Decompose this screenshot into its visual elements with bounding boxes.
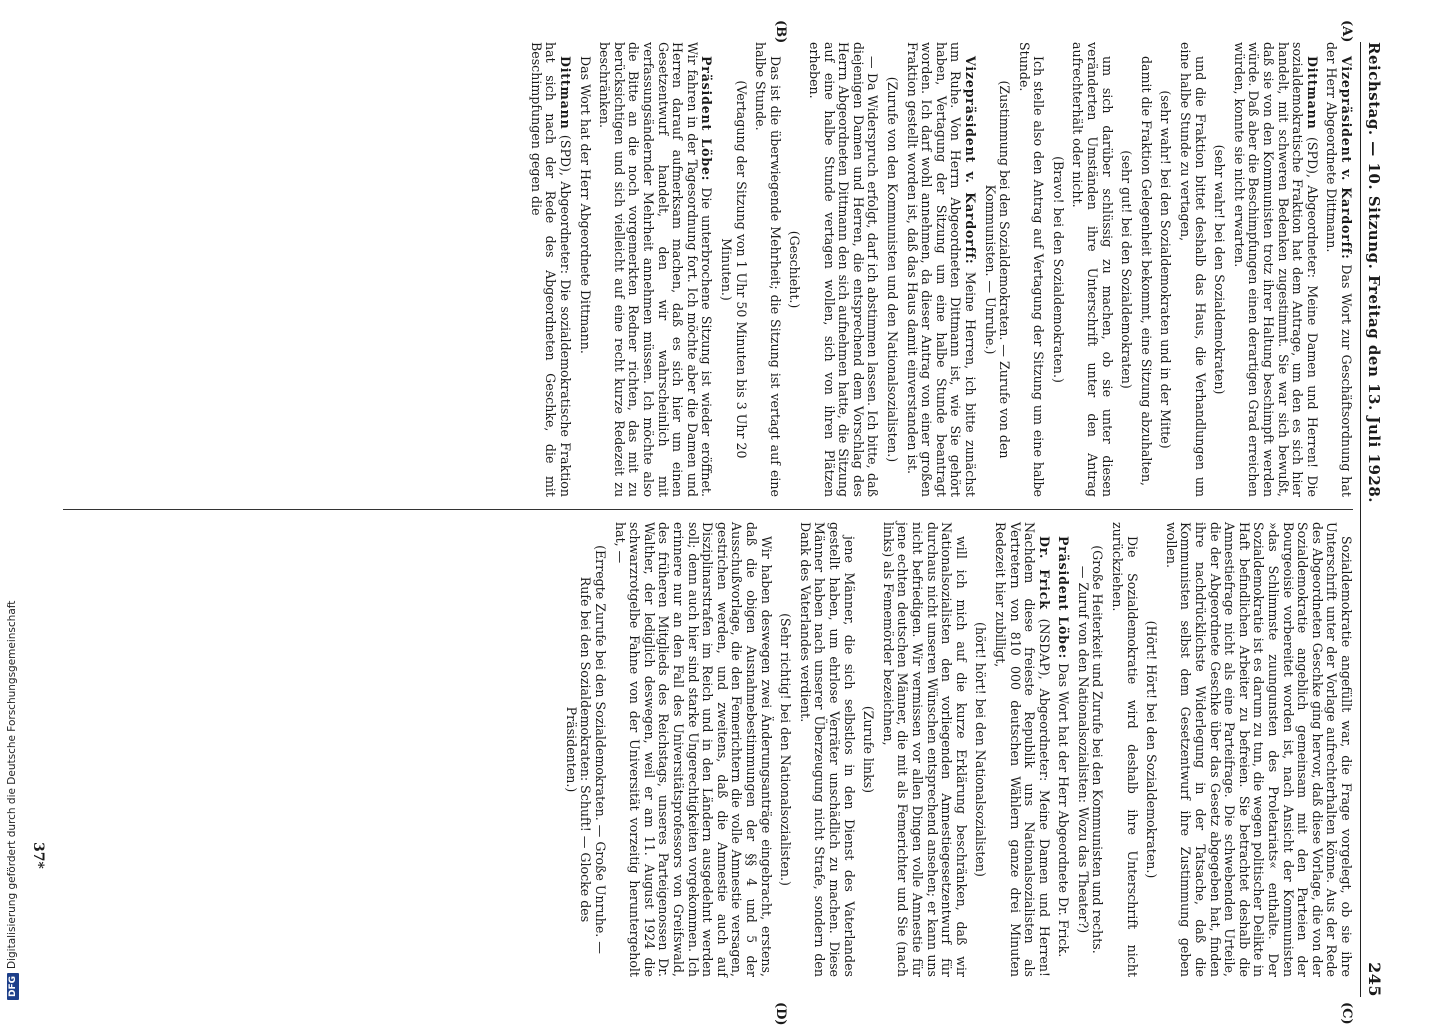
paragraph-text: (SPD), Abgeordneter: Die sozialdemokratische Fraktion hat sich nach der Rede des Abgeordneten Geschke, die mit Beschimpfungen gegen die	[528, 42, 574, 497]
funding-note: Digitalisierung gefördert durch die Deutsche Forschungsgemeinschaft	[6, 600, 18, 969]
paragraph-text: (SPD), Abgeordneter: Meine Damen und Herren! Die sozialdemokratische Fraktion hat dem Antrage, um den es sich hier handelt, mit schweren Bedenken zugestimmt. Sie war sich bewußt, daß sie von den Kommunisten trotz ihrer Haltung beschimpft werden würde. Daß aber die Beschimpfungen einen derartigen Grad erreichen würden, konnte sie nicht erwarten.	[1231, 42, 1320, 497]
speaker-name: Präsident Löbe:	[1056, 536, 1072, 660]
speaker-name: Vizepräsident v. Kardorff:	[962, 56, 978, 265]
speech-paragraph	[597, 42, 714, 497]
right-text-column	[63, 522, 1353, 977]
interjection: (Geschieht.)	[787, 230, 803, 309]
paragraph-text: Sozialdemokratie angefüllt war, die Frage vorgelegt, ob sie ihre Unterschrift unter der Vorlage aufrechterhalten könne. Aus der Rede des Abgeordneten Geschke ging hervor, daß diese Vorlage, die von der Sozialdemokratie angeblich gemeinsam mit den Parteien der Bourgeoisie vorbereitet worden ist, nach Ansicht der Kommunisten »das Schlimmste zuungunsten des Proletariats« enthalte. Der Sozialdemokratie ist es darum zu tun, die wegen politischer Delikte in Haft befindlichen Arbeiter zu befreien. Sie betrachtet deshalb die Amnestiefrage nicht als eine Parteifrage. Die schwebenden Urteile, die der Abgeordnete Geschke über das Gesetz abgegeben hat, finden ihre nachdrücklichste Widerlegung in der Tatsache, daß die Kommunisten selbst dem Gesetzentwurf ihre Zustimmung geben wollen.	[1163, 522, 1354, 977]
interjection: (Zurufe links)	[861, 705, 877, 794]
paragraph-text: will ich mich auf die kurze Erklärung beschränken, daß wir Nationalsozialisten den vorliegenden Amnestiegesetzentwurf für durchaus nicht unseren Wünschen entsprechend ansehen; er kann uns nicht befriedigen. Wir vermissen vor allen Dingen volle Amnestie für jene echten deutschen Männer, die mit als Femerichter und Sie (nach links) als Fememörder bezeichnen,	[880, 522, 969, 977]
interjection: (sehr gut! bei den Sozialdemokraten)	[1119, 150, 1135, 389]
page-number: 245	[1365, 962, 1384, 997]
interjection: (Hört! Hört! bei den Sozialdemokraten.)	[1144, 620, 1160, 879]
speaker-name: Dr. Frick	[1036, 536, 1052, 610]
margin-mark-c: (C)	[1339, 1002, 1354, 1025]
text-paragraph	[1110, 522, 1139, 977]
speech-paragraph	[1324, 42, 1353, 497]
paragraph-text: und die Fraktion bittet deshalb das Haus, die Verhandlungen um eine halbe Stunde zu vertagen,	[1178, 42, 1208, 497]
paragraph-text: um sich darüber schlüssig zu machen, ob sie unter diesen veränderten Umständen ihre Unterschrift unter den Antrag aufrechterhält oder nicht.	[1070, 42, 1115, 497]
paragraph-text: Das Wort hat der Herr Abgeordnete Dittmann.	[577, 56, 593, 354]
interjection: (sehr wahr! bei den Sozialdemokraten und in der Mitte)	[1158, 90, 1174, 449]
paragraph-text: Wir haben deswegen zwei Änderungsanträge eingebracht, erstens, daß die obigen Ausnahmebestimmungen der §§ 4 und 5 der Ausschußvorlage, die den Femerichtern die volle Amnestie versagen, gestrichen werden, und zweitens, daß die Amnestie auch auf Disziplinarstrafen im Reich und in den Ländern ausgedehnt werden soll; denn auch hier sind starke Ungerechtigkeiten vorgekommen. Ich erinnere nur an den Fall des Universitätsprofessors von Greifswald, des früheren Mitglieds des Reichstags, unseres Parteigenossen Dr. Walther, der lediglich deswegen, weil er am 11. August 1924 die schwarzrotgelbe Fahne von der Universität vorzeitig heruntergeholt hat, —	[612, 522, 774, 977]
page-header	[1360, 42, 1383, 997]
signature-mark: 37*	[30, 842, 46, 869]
interjection: (hört! hört! bei den Nationalsozialisten)	[973, 622, 989, 877]
paragraph-text: (NSDAP), Abgeordneter: Meine Damen und Herren! Nachdem diese freieste Republik uns Nationalsozialisten als Vertretern von 810 000 deutschen Wählern ganze drei Minuten Redezeit hier zubilligt,	[992, 522, 1052, 977]
text-paragraph	[1070, 42, 1114, 497]
interjection: (Erregte Zurufe bei den Sozialdemokraten. — Große Unruhe. — Rufe bei den Sozialdemokraten: Schuft! — Glocke des Präsidenten.)	[563, 545, 609, 954]
interjection: (Zurufe von den Kommunisten und den Nationalsozialisten.)	[884, 76, 900, 463]
margin-mark-a: (A)	[1339, 20, 1354, 43]
text-paragraph	[1016, 42, 1045, 497]
paragraph-text: Das Wort hat der Herr Abgeordnete Dr. Frick.	[1056, 663, 1072, 958]
rotated-document-page	[13, 20, 1384, 1026]
header-title: Reichstag. — 10. Sitzung. Freitag den 13. Juli 1928.	[1365, 42, 1383, 503]
paragraph-text: jene Männer, die sich selbstlos in den Dienst des Vaterlandes gestellt haben, um ehrlose Verräter unschädlich zu machen. Diese Männer haben nach unserer Überzeugung nicht Strafe, sondern den Dank des Vaterlandes verdient.	[797, 522, 857, 977]
speech-paragraph	[528, 42, 572, 497]
paragraph-text: Die unterbrochene Sitzung ist wieder eröffnet. Wir fahren in der Tagesordnung fort. Ich möchte aber die Damen und Herren darauf aufmerksam machen, daß es sich hier um einen Gesetzentwurf handelt, den wir wahrscheinlich mit verfassungsändernder Mehrheit annehmen müssen. Ich möchte also die Bitte an die noch vorgemerkten Redner richten, das mit zu berücksichtigen und sich vielleicht auf eine recht kurze Redezeit zu beschränken.	[597, 42, 715, 497]
paragraph-text: — Da Widerspruch erfolgt, darf ich abstimmen lassen. Ich bitte, daß diejenigen Damen und Herren, die entsprechend dem Vorschlag des Herrn Abgeordneten Dittmann den sich aufnehmen hatte, die Sitzung auf eine halbe Stunde vertagen wollen, sich von ihren Plätzen erheben.	[807, 42, 881, 497]
text-paragraph	[612, 522, 773, 977]
speaker-name: Vizepräsident v. Kardorff:	[1339, 56, 1354, 260]
interjection: (Sehr richtig! bei den Nationalsozialisten.)	[778, 613, 794, 886]
text-paragraph	[797, 522, 855, 977]
dfg-logo: DFG	[7, 973, 19, 1000]
paragraph-text: Ich stelle also den Antrag auf Vertagung der Sitzung um eine halbe Stunde.	[1016, 42, 1047, 497]
margin-mark-d: (D)	[773, 1002, 788, 1026]
text-paragraph	[577, 42, 592, 497]
margin-mark-b: (B)	[773, 20, 788, 44]
interjection: (Bravo! bei den Sozialdemokraten.)	[1050, 156, 1066, 383]
column-divider	[63, 509, 1353, 510]
paragraph-text: damit die Fraktion Gelegenheit bekommt, eine Sitzung abzuhalten,	[1138, 56, 1154, 487]
text-paragraph	[753, 42, 782, 497]
speech-paragraph	[1056, 522, 1071, 977]
speaker-name: Dittmann	[558, 56, 574, 130]
funding-sidebar	[6, 0, 19, 1000]
interjection: (Zustimmung bei den Sozialdemokraten. — Zurufe von den Kommunisten. — Unruhe.)	[982, 80, 1013, 459]
text-paragraph	[880, 522, 968, 977]
text-paragraph	[1177, 42, 1206, 497]
speech-paragraph	[1231, 42, 1319, 497]
interjection: (Große Heiterkeit und Zurufe bei den Kommunisten und rechts. — Zuruf von den Nationalsozialisten: Wozu das Theater?)	[1075, 545, 1106, 954]
speech-paragraph	[904, 42, 977, 497]
speech-paragraph	[992, 522, 1050, 977]
paragraph-text: Meine Herren, ich bitte zunächst um Ruhe. Von Herrn Abgeordneten Dittmann ist, wie Sie gehört haben, Vertagung der Sitzung um eine halbe Stunde beantragt worden. Ich darf wohl annehmen, da dieser Antrag von einer großen Fraktion gestellt worden ist, daß das Haus damit einverstanden ist.	[904, 42, 978, 497]
left-text-column	[63, 42, 1353, 497]
text-paragraph	[806, 42, 879, 497]
paragraph-text: Das Wort zur Geschäftsordnung hat der Herr Abgeordnete Dittmann.	[1324, 42, 1354, 497]
paragraph-text: Das ist die überwiegende Mehrheit; die Sitzung ist vertagt auf eine halbe Stunde.	[753, 42, 783, 497]
speaker-name: Präsident Löbe:	[699, 56, 715, 182]
paragraph-text: Die Sozialdemokratie wird deshalb ihre Unterschrift nicht zurückziehen.	[1110, 522, 1140, 977]
speaker-name: Dittmann	[1304, 56, 1320, 130]
text-paragraph	[1163, 522, 1353, 977]
interjection: (sehr wahr! bei den Sozialdemokraten)	[1212, 144, 1228, 395]
text-paragraph	[1138, 42, 1153, 497]
interjection: (Vertagung der Sitzung von 1 Uhr 50 Minuten bis 3 Uhr 20 Minuten.)	[719, 80, 749, 459]
